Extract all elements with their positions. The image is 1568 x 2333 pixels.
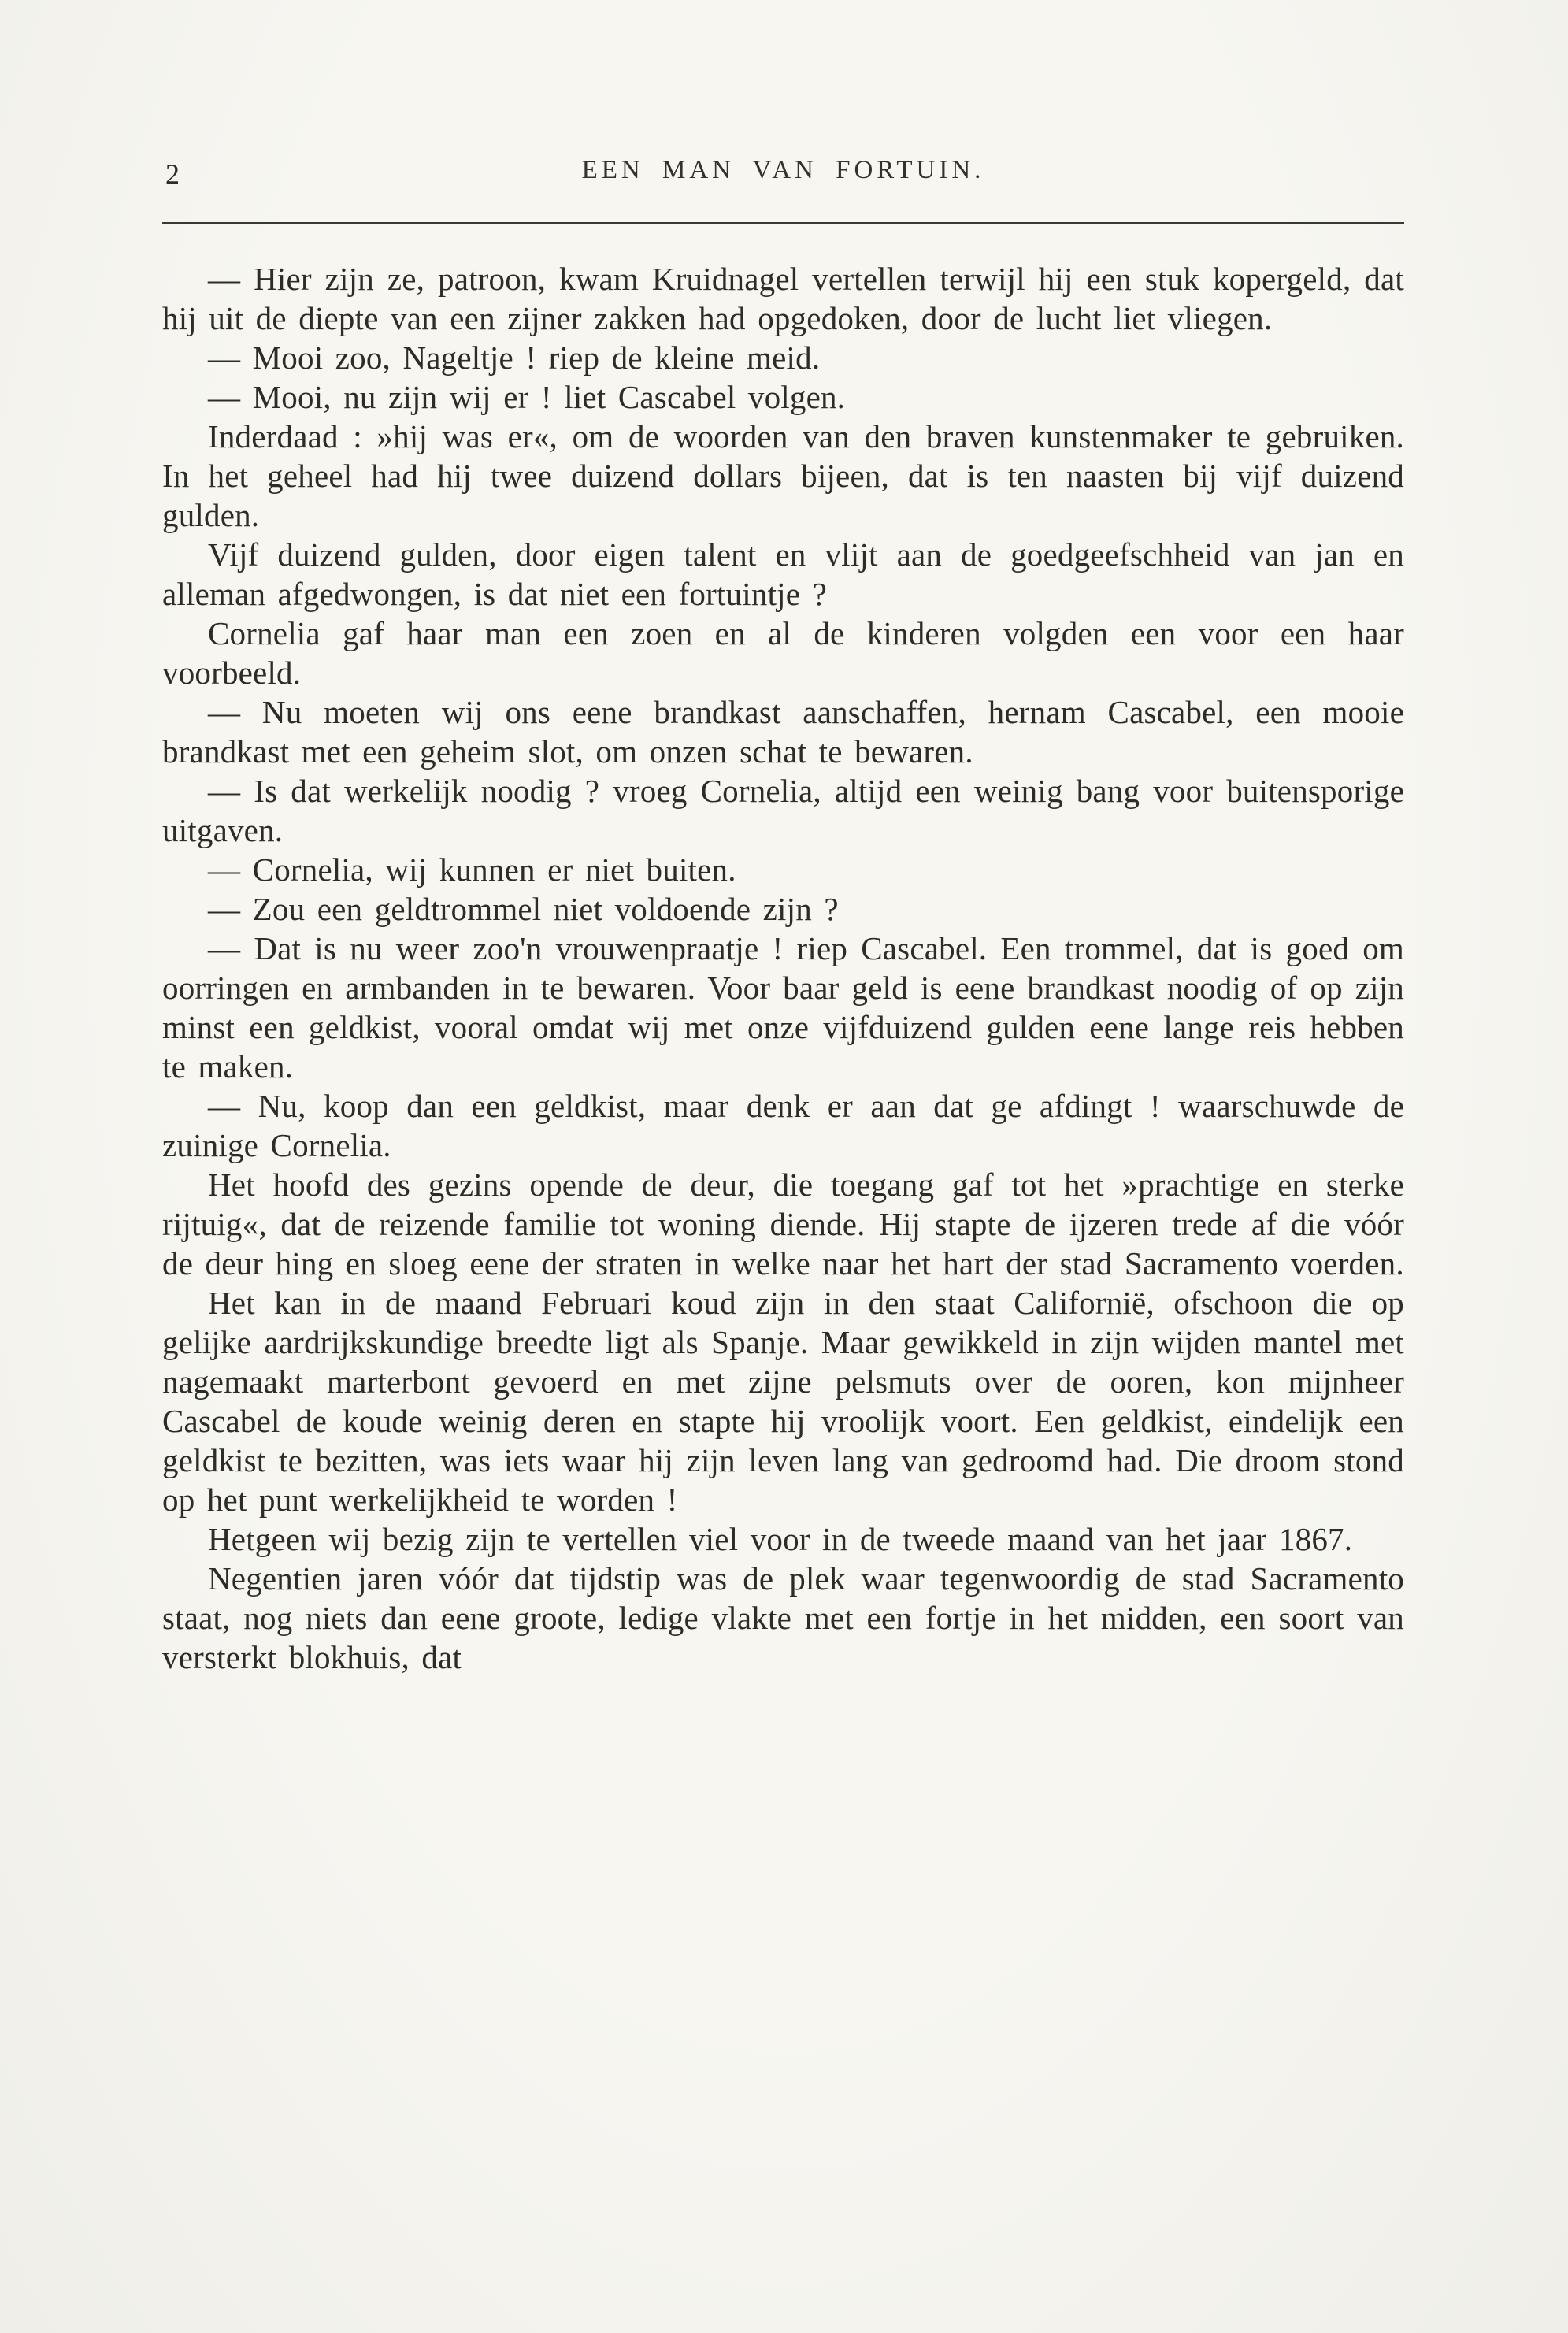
- paragraph: — Nu, koop dan een geldkist, maar denk er aan dat ge afdingt ! waarschuwde de zuinige Cornelia.: [162, 1088, 1404, 1163]
- paragraph: Het hoofd des gezins opende de deur, die toegang gaf tot het »prachtige en sterke rijtuig«, dat de reizende familie tot woning diende. Hij stapte de ijzeren trede af die vóór de deur hing en sloeg eene der straten in welke naar het hart der stad Sacramento voerden.: [162, 1166, 1404, 1281]
- paragraph: — Dat is nu weer zoo'n vrouwenpraatje ! riep Cascabel. Een trommel, dat is goed om oorringen en armbanden in te bewaren. Voor baar geld is eene brandkast noodig of op zijn minst een geldkist, vooral omdat wij met onze vijfduizend gulden eene lange reis hebben te maken.: [162, 930, 1404, 1085]
- paragraph: Vijf duizend gulden, door eigen talent en vlijt aan de goedgeefschheid van jan en alleman afgedwongen, is dat niet een fortuintje ?: [162, 536, 1404, 612]
- paragraph: — Cornelia, wij kunnen er niet buiten.: [208, 851, 736, 888]
- paragraph: Hetgeen wij bezig zijn te vertellen viel voor in de tweede maand van het jaar 1867.: [208, 1521, 1353, 1557]
- page-number: 2: [165, 158, 180, 190]
- paragraph: — Mooi zoo, Nageltje ! riep de kleine meid.: [208, 339, 821, 376]
- paragraph: — Zou een geldtrommel niet voldoende zijn ?: [208, 891, 839, 927]
- paragraph: — Is dat werkelijk noodig ? vroeg Cornelia, altijd een weinig bang voor buitensporige uitgaven.: [162, 773, 1404, 848]
- paragraph: Negentien jaren vóór dat tijdstip was de plek waar tegenwoordig de stad Sacramento staat, nog niets dan eene groote, ledige vlakte met een fortje in het midden, een soort van versterkt blokhuis, dat: [162, 1560, 1404, 1675]
- paragraph: — Nu moeten wij ons eene brandkast aanschaffen, hernam Cascabel, een mooie brandkast met een geheim slot, om onzen schat te bewaren.: [162, 694, 1404, 770]
- paragraph: Cornelia gaf haar man een zoen en al de kinderen volgden een voor een haar voorbeeld.: [162, 615, 1404, 691]
- header-rule: [162, 222, 1404, 224]
- paragraph: — Hier zijn ze, patroon, kwam Kruidnagel vertellen terwijl hij een stuk kopergeld, dat hij uit de diepte van een zijner zakken had opgedoken, door de lucht liet vliegen.: [162, 261, 1404, 336]
- running-title: EEN MAN VAN FORTUIN.: [581, 156, 985, 184]
- page-body: [162, 259, 1404, 1677]
- paragraph: Het kan in de maand Februari koud zijn in den staat Californië, ofschoon die op gelijke aardrijkskundige breedte ligt als Spanje. Maar gewikkeld in zijn wijden mantel met nagemaakt marterbont gevoerd en met zijne pelsmuts over de ooren, kon mijnheer Cascabel de koude weinig deren en stapte hij vroolijk voort. Een geldkist, eindelijk een geldkist te bezitten, was iets waar hij zijn leven lang van gedroomd had. Die droom stond op het punt werkelijkheid te worden !: [162, 1285, 1404, 1518]
- page-header: [162, 156, 1404, 192]
- paragraph: Inderdaad : »hij was er«, om de woorden van den braven kunstenmaker te gebruiken. In het geheel had hij twee duizend dollars bijeen, dat is ten naasten bij vijf duizend gulden.: [162, 418, 1404, 533]
- paragraph: — Mooi, nu zijn wij er ! liet Cascabel volgen.: [208, 379, 846, 415]
